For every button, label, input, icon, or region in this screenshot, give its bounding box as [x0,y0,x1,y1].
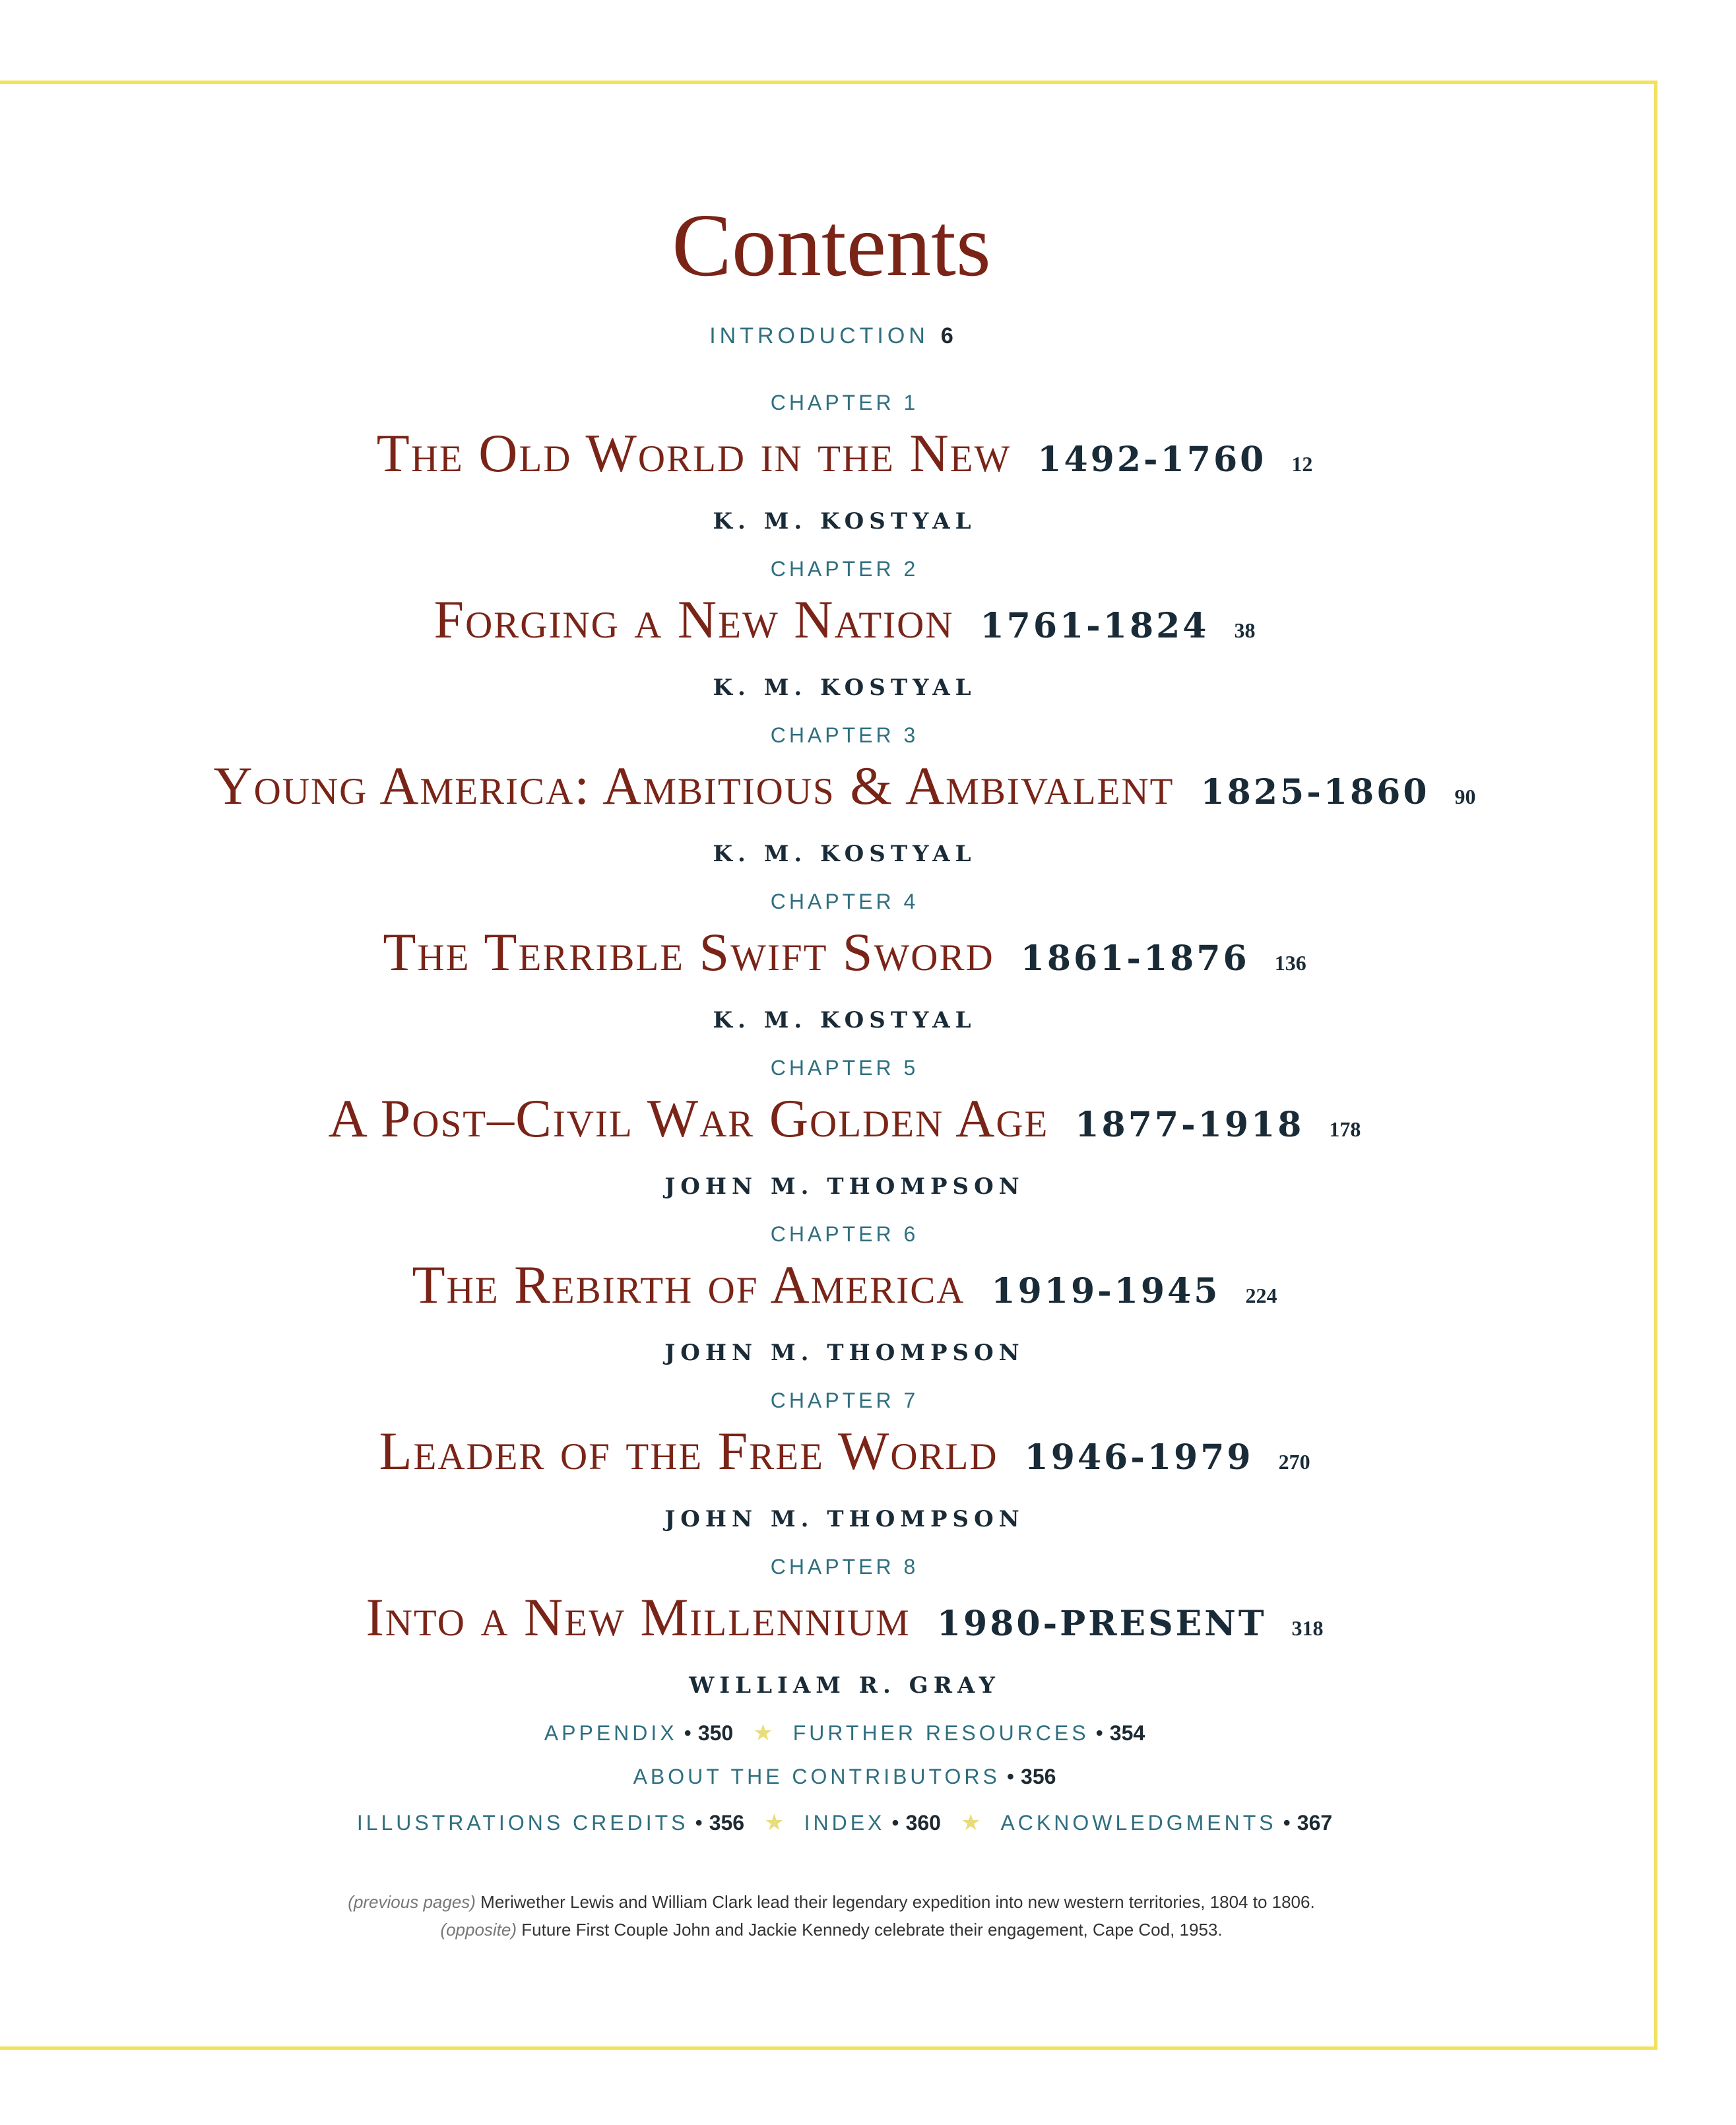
chapter-author: K. M. KOSTYAL [713,1007,977,1033]
chapter-years: 1825-1860 [1200,772,1430,812]
star-icon: ★ [764,1810,785,1835]
introduction-page: 6 [940,323,953,348]
chapter-title: A Post–Civil War Golden Age [328,1088,1049,1148]
chapter-8-entry[interactable] [0,1552,1689,1702]
chapter-page: 90 [1454,785,1476,808]
acknowledgments-page: 367 [1297,1811,1333,1835]
caption-tag: (opposite) [440,1920,517,1940]
chapter-label: CHAPTER 6 [770,1222,919,1246]
index-page: 360 [905,1811,941,1835]
chapter-3-entry[interactable] [0,721,1689,870]
chapter-years: 1980-PRESENT [936,1604,1267,1644]
further-resources-label: FURTHER RESOURCES [792,1721,1089,1745]
chapter-title: The Terrible Swift Sword [383,922,994,982]
chapter-title: The Rebirth of America [412,1255,965,1315]
appendix-label: APPENDIX [544,1721,678,1745]
caption-text: Future First Couple John and Jackie Kennedy celebrate their engagement, Cape Cod, 1953. [521,1920,1223,1940]
chapter-page: 224 [1245,1284,1277,1307]
acknowledgments-entry[interactable] [1000,1811,1332,1835]
illustrations-credits-label: ILLUSTRATIONS CREDITS [356,1811,689,1835]
star-icon: ★ [960,1810,981,1835]
chapter-title: Leader of the Free World [379,1421,998,1481]
contributors-page: 356 [1021,1765,1056,1788]
chapter-7-entry[interactable] [0,1386,1689,1536]
appendix-entry[interactable] [544,1721,733,1745]
chapter-page: 12 [1291,452,1313,476]
acknowledgments-label: ACKNOWLEDGMENTS [1000,1811,1277,1835]
chapter-label: CHAPTER 1 [770,391,919,414]
chapter-label: CHAPTER 7 [770,1389,919,1412]
chapter-years: 1877-1918 [1075,1105,1304,1145]
caption-previous-pages [0,1889,1663,1915]
illustrations-credits-page: 356 [709,1811,745,1835]
caption-text: Meriwether Lewis and William Clark lead their legendary expedition into new western territories, 1804 to 1806. [480,1892,1315,1912]
chapter-author: K. M. KOSTYAL [713,674,977,701]
contributors-entry[interactable] [633,1765,1056,1788]
chapter-title: Young America: Ambitious & Ambivalent [213,756,1174,816]
introduction-entry[interactable] [0,323,1663,349]
index-label: INDEX [804,1811,885,1835]
chapter-author: JOHN M. THOMPSON [664,1340,1025,1366]
separator-dot: • [1006,1765,1015,1788]
chapter-author: K. M. KOSTYAL [713,508,977,535]
chapter-page: 136 [1274,951,1306,975]
chapter-2-entry[interactable] [0,554,1689,704]
chapter-title: Into a New Millennium [366,1587,911,1647]
separator-dot: • [695,1811,703,1835]
page-title: Contents [672,196,991,295]
back-matter-row-3 [0,1810,1689,1836]
introduction-label: INTRODUCTION [709,323,929,348]
further-resources-page: 354 [1109,1721,1145,1745]
chapter-author: K. M. KOSTYAL [713,841,977,867]
chapter-years: 1861-1876 [1020,938,1250,979]
separator-dot: • [891,1811,899,1835]
chapter-label: CHAPTER 3 [770,723,919,747]
chapter-years: 1492-1760 [1037,440,1267,480]
chapter-title: Forging a New Nation [434,589,954,649]
chapter-label: CHAPTER 2 [770,557,919,581]
appendix-page: 350 [697,1721,734,1745]
chapter-author: WILLIAM R. GRAY [689,1672,1000,1699]
star-icon: ★ [753,1720,773,1746]
index-entry[interactable] [804,1811,941,1835]
chapter-5-entry[interactable] [0,1053,1689,1203]
chapter-years: 1919-1945 [991,1271,1221,1311]
chapter-page: 270 [1278,1450,1310,1474]
separator-dot: • [1283,1811,1291,1835]
caption-opposite [0,1916,1663,1943]
chapter-label: CHAPTER 5 [770,1056,919,1080]
back-matter-row-2 [0,1765,1689,1789]
chapter-4-entry[interactable] [0,887,1689,1037]
chapter-author: JOHN M. THOMPSON [664,1173,1025,1200]
further-resources-entry[interactable] [793,1721,1145,1745]
chapter-title: The Old World in the New [376,423,1012,483]
chapter-page: 178 [1329,1117,1361,1141]
back-matter-row-1 [0,1720,1689,1746]
chapter-1-entry[interactable] [0,388,1689,538]
chapter-years: 1946-1979 [1024,1437,1254,1478]
chapter-author: JOHN M. THOMPSON [664,1506,1025,1532]
separator-dot: • [684,1721,691,1745]
illustrations-credits-entry[interactable] [357,1811,744,1835]
chapter-6-entry[interactable] [0,1220,1689,1369]
contributors-label: ABOUT THE CONTRIBUTORS [633,1765,1000,1788]
chapter-label: CHAPTER 8 [770,1555,919,1579]
chapter-page: 38 [1234,618,1256,642]
chapter-page: 318 [1291,1616,1324,1640]
separator-dot: • [1095,1721,1103,1745]
chapter-years: 1761-1824 [980,606,1209,646]
caption-tag: (previous pages) [348,1892,476,1912]
chapter-label: CHAPTER 4 [770,890,919,913]
